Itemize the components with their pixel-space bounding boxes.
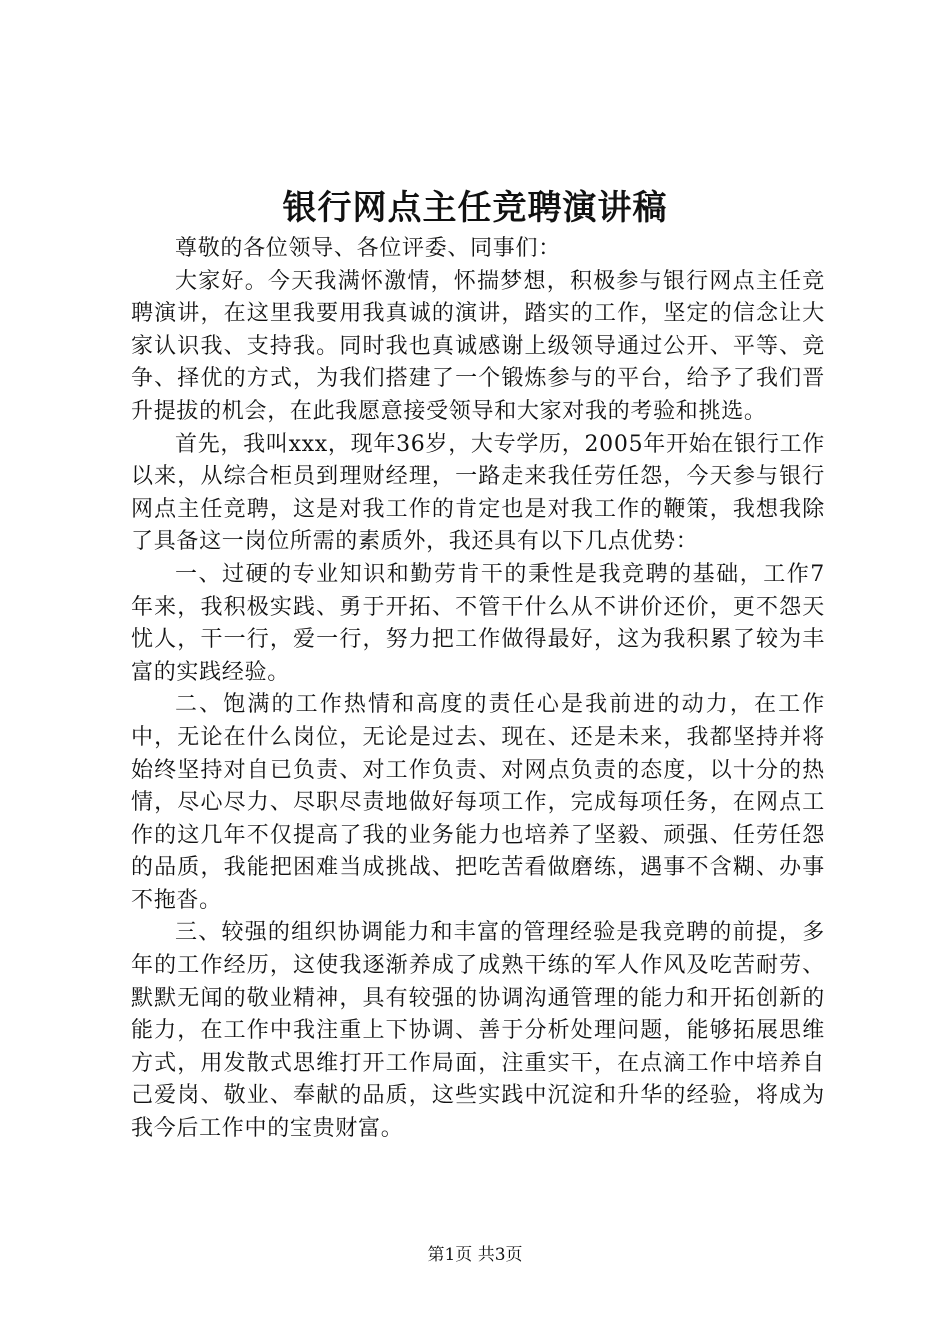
document-title: 银行网点主任竞聘演讲稿 (282, 188, 668, 228)
document-body (131, 233, 825, 1146)
salutation-paragraph: 尊敬的各位领导、各位评委、同事们： (175, 236, 561, 261)
body-paragraph: 三、较强的组织协调能力和丰富的管理经验是我竞聘的前提，多年的工作经历，这使我逐渐养成了成熟干练的军人作风及吃苦耐劳、默默无闻的敬业精神，具有较强的协调沟通管理的能力和开拓创新的能力，在工作中我注重上下协调、善于分析处理问题，能够拓展思维方式，用发散式思维打开工作局面，注重实干，在点滴工作中培养自己爱岗、敬业、奉献的品质，这些实践中沉淀和升华的经验，将成为我今后工作中的宝贵财富。 (131, 920, 825, 1142)
body-paragraph: 大家好。今天我满怀激情，怀揣梦想，积极参与银行网点主任竞聘演讲，在这里我要用我真诚的演讲，踏实的工作，坚定的信念让大家认识我、支持我。同时我也真诚感谢上级领导通过公开、平等、竞争、择优的方式，为我们搭建了一个锻炼参与的平台，给予了我们晋升提拔的机会，在此我愿意接受领导和大家对我的考验和挑选。 (131, 268, 825, 424)
body-paragraph: 二、饱满的工作热情和高度的责任心是我前进的动力，在工作中，无论在什么岗位，无论是过去、现在、还是未来，我都坚持并将始终坚持对自已负责、对工作负责、对网点负责的态度，以十分的热情，尽心尽力、尽职尽责地做好每项工作，完成每项任务，在网点工作的这几年不仅提高了我的业务能力也培养了坚毅、顽强、任劳任怨的品质，我能把困难当成挑战、把吃苦看做磨练，遇事不含糊、办事不拖沓。 (131, 692, 825, 913)
body-paragraph: 一、过硬的专业知识和勤劳肯干的秉性是我竞聘的基础，工作7年来，我积极实践、勇于开拓、不管干什么从不讲价还价，更不怨天忧人，干一行，爱一行，努力把工作做得最好，这为我积累了较为丰富的实践经验。 (131, 561, 825, 685)
body-paragraph: 首先，我叫xxx，现年36岁，大专学历，2005年开始在银行工作以来，从综合柜员到理财经理，一路走来我任劳任怨，今天参与银行网点主任竞聘，这是对我工作的肯定也是对我工作的鞭策，我想我除了具备这一岗位所需的素质外，我还具有以下几点优势： (131, 431, 825, 555)
page-number-footer: 第1页 共3页 (427, 1245, 523, 1265)
